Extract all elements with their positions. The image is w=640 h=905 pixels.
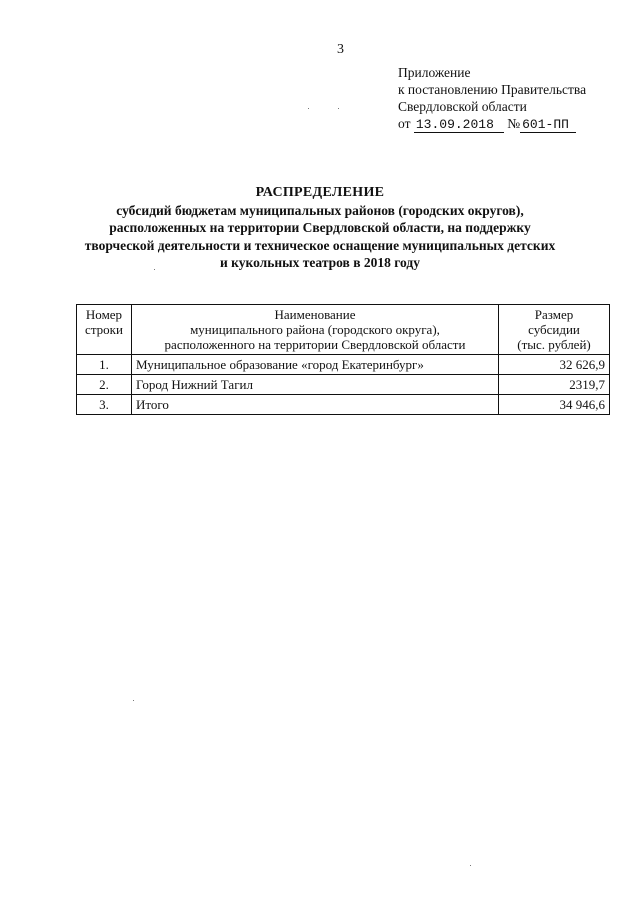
title-line-3: творческой деятельности и техническое оснащение муниципальных детских	[84, 237, 556, 253]
row-amount: 2319,7	[499, 375, 610, 395]
appendix-block	[398, 64, 586, 133]
scan-speck	[154, 269, 155, 270]
subsidy-table	[76, 304, 610, 415]
scan-speck	[308, 108, 309, 109]
header-municipality-name: Наименование муниципального района (городского округа), расположенного на территории Свердловской области	[132, 305, 499, 355]
appendix-reference: к постановлению Правительства	[398, 82, 587, 97]
table-row	[77, 355, 610, 375]
appendix-title: Приложение	[398, 65, 471, 80]
scan-speck	[338, 108, 339, 109]
title-line-1: субсидий бюджетам муниципальных районов (городских округов),	[116, 202, 524, 218]
row-number: 2.	[77, 375, 132, 395]
decree-number: 601-ПП	[520, 118, 576, 133]
row-number: 3.	[77, 395, 132, 415]
row-municipality: Итого	[132, 395, 499, 415]
header-row-number: Номер строки	[77, 305, 132, 355]
appendix-region: Свердловской области	[398, 99, 527, 114]
row-municipality: Муниципальное образование «город Екатеринбург»	[132, 355, 499, 375]
table-header-row	[77, 305, 610, 355]
row-amount: 32 626,9	[499, 355, 610, 375]
appendix-date-line	[398, 115, 586, 133]
scan-speck	[133, 700, 134, 701]
decree-date: 13.09.2018	[414, 118, 504, 133]
row-number: 1.	[77, 355, 132, 375]
date-prefix: от	[398, 116, 411, 131]
number-prefix: №	[507, 116, 521, 131]
title-line-4: и кукольных театров в 2018 году	[219, 255, 420, 270]
scan-speck	[470, 865, 471, 866]
title-heading: РАСПРЕДЕЛЕНИЕ	[255, 185, 385, 200]
row-amount: 34 946,6	[499, 395, 610, 415]
table-row-total	[77, 395, 610, 415]
table-row	[77, 375, 610, 395]
row-municipality: Город Нижний Тагил	[132, 375, 499, 395]
document-title	[80, 184, 560, 272]
title-line-2: расположенных на территории Свердловской области, на поддержку	[109, 220, 531, 235]
header-subsidy-amount: Размер субсидии (тыс. рублей)	[499, 305, 610, 355]
page-number: 3	[337, 42, 344, 57]
